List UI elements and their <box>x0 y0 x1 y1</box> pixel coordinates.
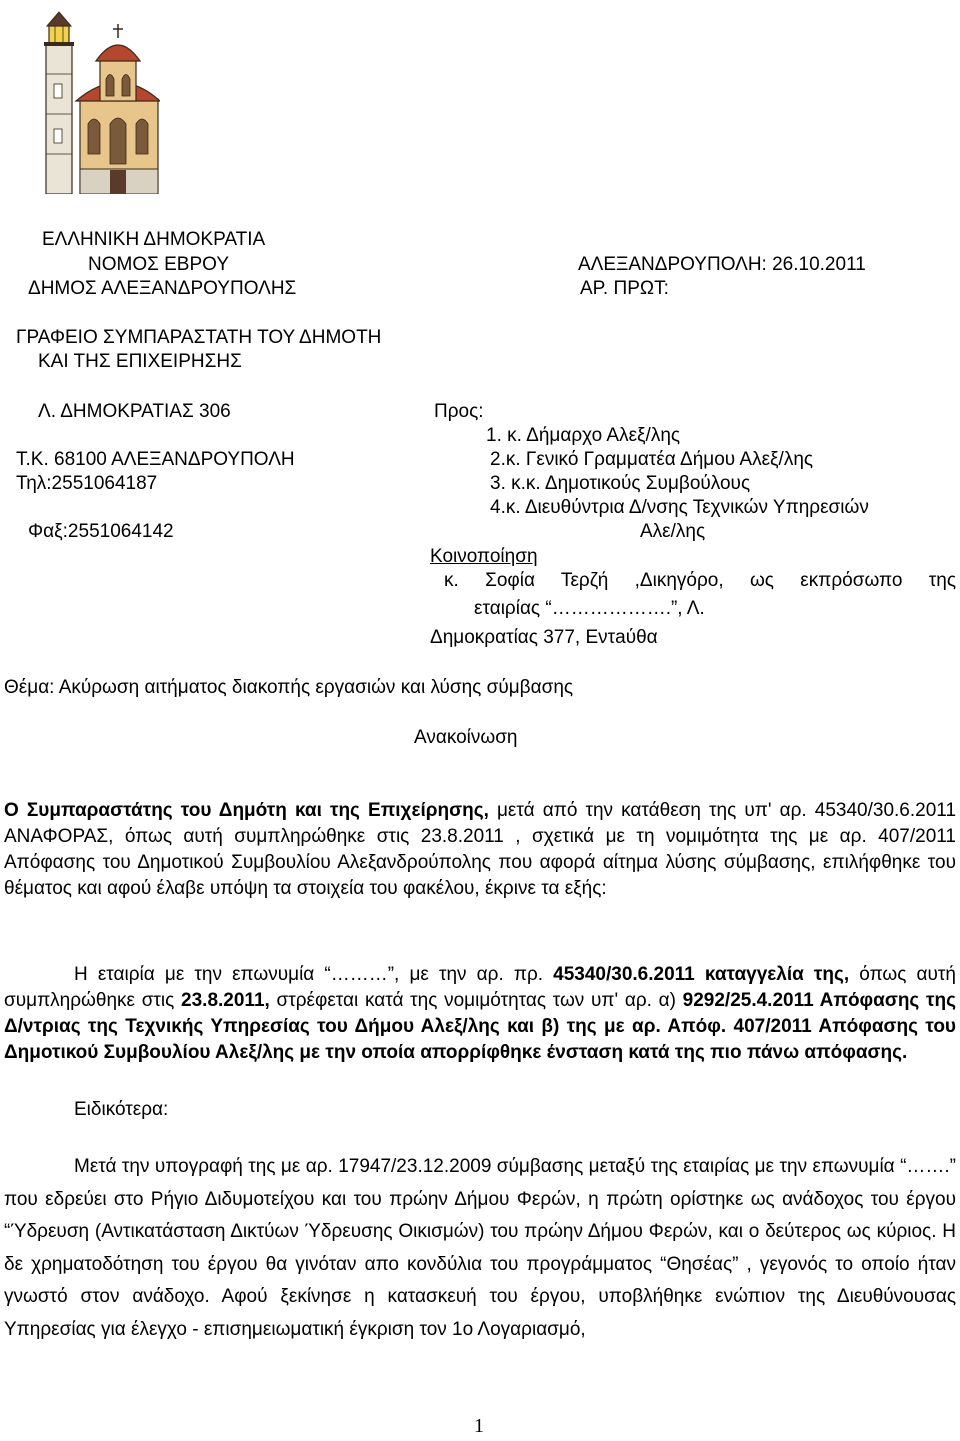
protocol-number: ΑΡ. ΠΡΩΤ: <box>580 278 669 299</box>
body-p2-f: 9292/25.4.2011 Απόφασης της Δ/ντριας της Τεχνικής Υπηρεσίας του Δήμου Αλεξ/λης και β) της με αρ. Απόφ. 407/2011 Απόφασης του Δημοτικού Συμβουλίου Αλεξ/λης με την οποία απορρίφθηκε ένσταση κατά της πιο πάνω απόφασης. <box>4 990 956 1063</box>
body-paragraph-1 <box>4 798 956 902</box>
body-p2-c: όπως αυτή συμπληρώθηκε στις <box>4 964 956 1011</box>
body-p2-e: στρέφεται κατά της νομιμότητας των υπ' αρ. α) <box>269 990 683 1011</box>
sender-phone: Τηλ:2551064187 <box>16 473 158 494</box>
body-p1-text: μετά από την κατάθεση της υπ' αρ. 45340/30.6.2011 ΑΝΑΦΟΡΑΣ, όπως αυτή συμπληρώθηκε στις 23.8.2011 , σχετικά με τη νομιμότητα της με αρ. 407/2011 Απόφασης του Δημοτικού Συμβουλίου Αλεξανδρούπολης που αφορά αίτημα λύσης σύμβασης, επιλήφθηκε του θέματος και αφού έλαβε υπόψη τα στοιχεία του φακέλου, έκρινε τα εξής: <box>4 800 957 899</box>
sender-address: Λ. ΔΗΜΟΚΡΑΤΙΑΣ 306 <box>38 401 231 422</box>
body-p2-a: Η εταιρία με την επωνυμία “………”, με την αρ. πρ. <box>74 964 554 985</box>
subject-line: Θέμα: Ακύρωση αιτήματος διακοπής εργασιών και λύσης σύμβασης <box>4 677 574 698</box>
republic-title: ΕΛΛΗΝΙΚΗ ΔΗΜΟΚΡΑΤΙΑ <box>42 229 266 250</box>
prefecture-title: ΝΟΜΟΣ ΕΒΡΟΥ <box>88 254 229 275</box>
body-p2-b: 45340/30.6.2011 καταγγελία της, <box>553 964 850 985</box>
recipient-3: 3. κ.κ. Δημοτικούς Συμβούλους <box>490 473 751 494</box>
cc-line1: κ. Σοφία Τερζή ,Δικηγόρο, ως εκπρόσωπο της <box>444 570 956 591</box>
cc-heading: Κοινοποίηση <box>430 546 538 567</box>
specifically-label: Ειδικότερα: <box>74 1099 169 1120</box>
cc-line2: εταιρίας “……………….”, Λ. <box>474 598 705 619</box>
recipient-1: 1. κ. Δήμαρχο Αλεξ/λης <box>486 425 681 446</box>
body-paragraph-3: Μετά την υπογραφή της με αρ. 17947/23.12.2009 σύμβασης μεταξύ της εταιρίας με την επωνυμία “…….” που εδρεύει στο Ρήγιο Διδυμοτείχου και του πρώην Δήμου Φερών, η πρώτη ορίστηκε ως ανάδοχος του έργου “Ύδρευση (Αντικατάσταση Δικτύων Ύδρευσης Οικισμών) του πρώην Δήμου Φερών, και ο δεύτερος ως κύριος. Η δε χρηματοδότηση του έργου θα γινόταν απο κονδύλια του προγράμματος “Θησέας” , γεγονός το οποίο ήταν γνωστό στον ανάδοχο. Αφού ξεκίνησε η κατασκευή του έργου, υποβλήθηκε ενώπιον της Διευθύνουσας Υπηρεσίας για έλεγχο - επισημειωματική έγκριση τον 1ο Λογαριασμό, <box>4 1156 956 1340</box>
lighthouse-icon <box>44 12 74 194</box>
church-icon <box>76 24 160 194</box>
sender-fax: Φαξ:2551064142 <box>28 521 174 542</box>
municipality-title: ΔΗΜΟΣ ΑΛΕΞΑΝΔΡΟΥΠΟΛΗΣ <box>28 278 297 299</box>
body-p1-bold: Ο Συμπαραστάτης του Δημότη και της Επιχείρησης, <box>4 800 489 821</box>
body-paragraph-2 <box>4 962 956 1066</box>
body-p2-d: 23.8.2011, <box>181 990 270 1011</box>
recipients-heading: Προς: <box>434 401 484 422</box>
page-number: 1 <box>474 1415 484 1437</box>
announcement-heading: Ανακοίνωση <box>414 727 518 748</box>
recipient-2: 2.κ. Γενικό Γραμματέα Δήμου Αλεξ/λης <box>490 449 814 470</box>
sender-postcode: Τ.Κ. 68100 ΑΛΕΞΑΝΔΡΟΥΠΟΛΗ <box>16 449 295 470</box>
municipality-logo <box>40 4 160 194</box>
office-title-line2: ΚΑΙ ΤΗΣ ΕΠΙΧΕΙΡΗΣΗΣ <box>38 351 242 372</box>
recipient-4: 4.κ. Διευθύντρια Δ/νσης Τεχνικών Υπηρεσιών <box>490 497 869 518</box>
cc-line3: Δημοκρατίας 377, Εντaύθα <box>430 627 658 648</box>
recipient-4-cont: Αλε/λης <box>640 521 706 542</box>
office-title-line1: ΓΡΑΦΕΙΟ ΣΥΜΠΑΡΑΣΤΑΤΗ ΤΟΥ ΔΗΜΟΤΗ <box>16 327 382 348</box>
place-date: ΑΛΕΞΑΝΔΡΟΥΠΟΛΗ: 26.10.2011 <box>578 254 866 275</box>
